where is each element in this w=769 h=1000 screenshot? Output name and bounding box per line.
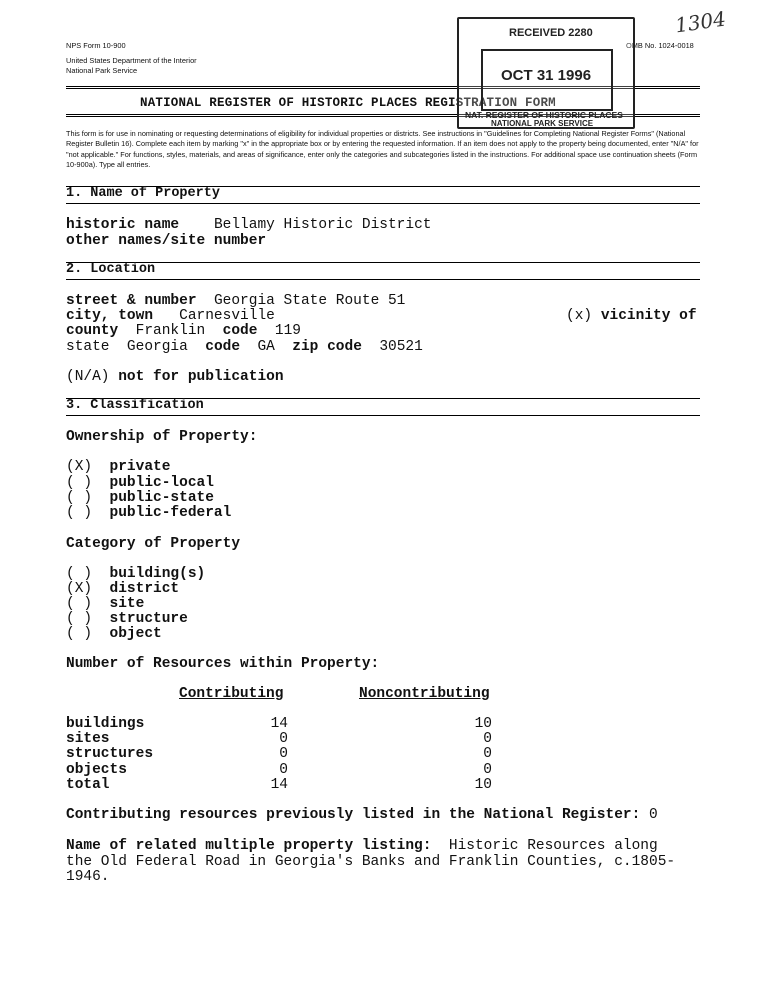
historic-name-value: Bellamy Historic District [213, 217, 432, 233]
col-contributing: Contributing [179, 686, 284, 702]
zip-value: 30521 [379, 339, 423, 355]
checkbox-mark: ( ) [66, 611, 93, 627]
checkbox-mark: ( ) [66, 626, 93, 642]
checkbox-label: structure [109, 611, 188, 627]
stamp-date: OCT 31 1996 [501, 67, 592, 84]
checkbox-label: object [109, 626, 162, 642]
county-code-value: 119 [274, 323, 301, 339]
previously-listed-value: 0 [649, 807, 658, 823]
publication-row [66, 369, 284, 385]
resource-label: objects [66, 762, 127, 778]
service-name: National Park Service [66, 66, 138, 75]
previously-listed-row [66, 807, 658, 823]
checkbox-mark: ( ) [66, 566, 93, 582]
city-value: Carnesville [179, 308, 275, 324]
state-label: state [66, 339, 110, 355]
publication-label: not for publication [118, 369, 284, 385]
category-item [66, 581, 179, 597]
vicinity-row [566, 308, 697, 324]
form-instructions: This form is for use in nominating or requesting determinations of eligibility for individual properties or districts. See instructions in "Guidelines for Completing National Register Forms" (National Register Bulletin 16). Complete each item by marking "x" in the appropriate box or by entering the requested information. If an item does not apply to the property being documented, enter "N/A" for "not applicable." For functions, styles, materials, and areas of significance, enter only the categories and subcategories listed in the instructions. For additional space use continuation sheets (Form 10-900a). Type all entries. [66, 129, 699, 169]
checkbox-label: site [109, 596, 145, 612]
category-item [66, 566, 205, 582]
resource-label: structures [66, 746, 154, 762]
resource-contributing: 0 [279, 731, 288, 747]
vicinity-label: vicinity of [600, 308, 697, 324]
stamp-received: RECEIVED 2280 [509, 27, 593, 39]
section1-heading: 1. Name of Property [66, 186, 220, 201]
category-heading: Category of Property [66, 536, 241, 552]
checkbox-mark: ( ) [66, 505, 93, 521]
related-listing-label: Name of related multiple property listing: [66, 838, 432, 854]
checkbox-label: public-local [109, 475, 214, 491]
city-row [66, 308, 275, 324]
resource-noncontributing: 0 [483, 746, 492, 762]
section-heading-name [66, 186, 700, 204]
checkbox-label: public-state [109, 490, 214, 506]
section2-heading: 2. Location [66, 262, 156, 277]
resource-noncontributing: 0 [483, 762, 492, 778]
category-item [66, 626, 162, 642]
checkbox-mark: (X) [66, 459, 93, 475]
zip-label: zip code [292, 339, 362, 355]
county-value: Franklin [135, 323, 206, 339]
city-label: city, town [66, 308, 154, 324]
resources-heading: Number of Resources within Property: [66, 656, 380, 672]
county-code-label: code [222, 323, 258, 339]
street-value: Georgia State Route 51 [213, 293, 406, 309]
checkbox-mark: ( ) [66, 490, 93, 506]
checkbox-label: public-federal [109, 505, 232, 521]
checkbox-mark: (X) [66, 581, 93, 597]
resource-noncontributing: 0 [483, 731, 492, 747]
checkbox-label: district [109, 581, 180, 597]
related-listing-value-3: 1946. [66, 869, 110, 885]
stamp-service: NATIONAL PARK SERVICE [491, 119, 594, 128]
publication-mark: (N/A) [66, 369, 110, 385]
checkbox-mark: ( ) [66, 475, 93, 491]
state-code-value: GA [257, 339, 275, 355]
category-item [66, 596, 144, 612]
checkbox-label: private [109, 459, 171, 475]
ownership-item [66, 490, 214, 506]
state-row [66, 339, 423, 355]
street-label: street & number [66, 293, 197, 309]
resource-contributing: 0 [279, 746, 288, 762]
stamp-register: NAT. REGISTER OF HISTORIC PLACES [465, 110, 623, 120]
checkbox-mark: ( ) [66, 596, 93, 612]
resource-contributing: 14 [270, 716, 288, 732]
col-noncontributing: Noncontributing [359, 686, 490, 702]
section-heading-location [66, 262, 700, 280]
ownership-item [66, 505, 231, 521]
form-number: NPS Form 10-900 [66, 41, 126, 50]
department-name: United States Department of the Interior [66, 56, 197, 65]
county-row [66, 323, 301, 339]
resource-label: sites [66, 731, 110, 747]
ownership-item [66, 459, 170, 475]
vicinity-mark: (x) [566, 308, 593, 324]
category-item [66, 611, 188, 627]
omb-number: OMB No. 1024-0018 [626, 41, 694, 50]
resource-contributing: 0 [279, 762, 288, 778]
other-names-label: other names/site number [66, 233, 267, 249]
resource-label: total [66, 777, 110, 793]
ownership-heading: Ownership of Property: [66, 429, 258, 445]
other-names-row [66, 233, 266, 249]
handwritten-number: 1304 [673, 6, 728, 38]
section3-heading: 3. Classification [66, 398, 204, 413]
previously-listed-label: Contributing resources previously listed in the National Register: [66, 807, 641, 823]
county-label: county [66, 323, 119, 339]
ownership-item [66, 475, 214, 491]
street-row [66, 293, 405, 309]
resource-label: buildings [66, 716, 145, 732]
resource-noncontributing: 10 [474, 777, 492, 793]
resource-contributing: 14 [270, 777, 288, 793]
form-title: NATIONAL REGISTER OF HISTORIC PLACES REGISTRATION FORM [140, 96, 556, 110]
related-listing-row [66, 838, 658, 854]
checkbox-label: building(s) [109, 566, 206, 582]
section-heading-classification [66, 398, 700, 416]
related-listing-value-2: the Old Federal Road in Georgia's Banks and Franklin Counties, c.1805- [66, 854, 676, 870]
historic-name-row [66, 217, 431, 233]
received-stamp [457, 17, 635, 129]
resource-noncontributing: 10 [474, 716, 492, 732]
state-code-label: code [205, 339, 241, 355]
historic-name-label: historic name [66, 217, 180, 233]
state-value: Georgia [126, 339, 188, 355]
stamp-date-box [481, 49, 613, 111]
related-listing-value-1: Historic Resources along [448, 838, 658, 854]
